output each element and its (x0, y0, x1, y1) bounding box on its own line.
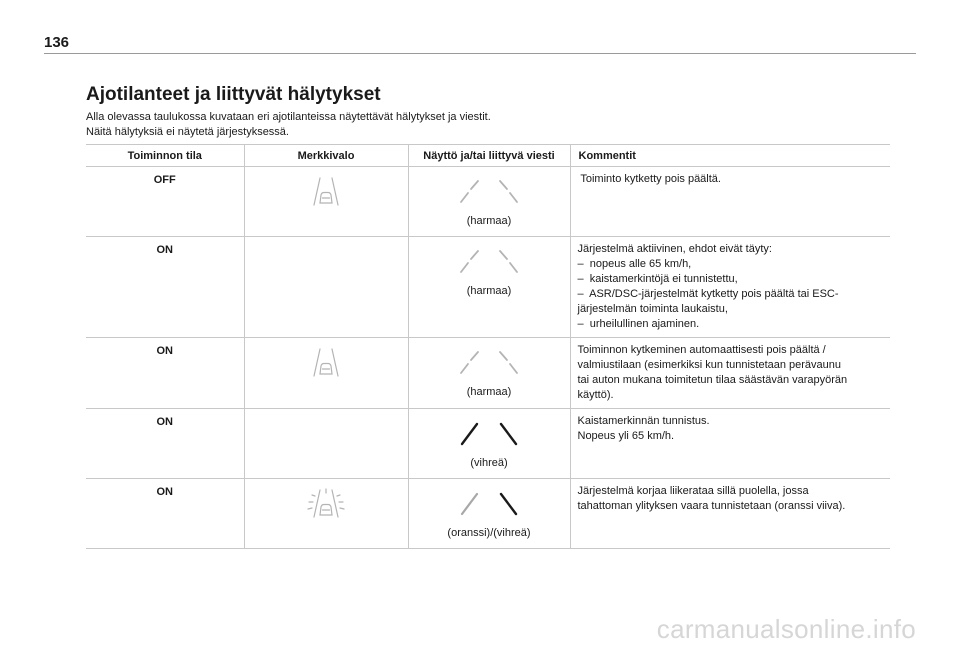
comment-line: käyttö). (577, 389, 614, 401)
row-display (408, 409, 570, 479)
table-row (86, 237, 890, 338)
table-row (86, 409, 890, 479)
comment-line: – nopeus alle 65 km/h, (577, 258, 692, 270)
comment-line: tai auton mukana toimitetun tilaa säästävän varapyörän (577, 374, 848, 386)
comment-line: Järjestelmä aktiivinen, ehdot eivät täyty: (577, 243, 772, 255)
lane-departure-off-icon (306, 345, 346, 379)
row-state: ON (86, 409, 244, 479)
row-display (408, 479, 570, 549)
comment-line: – kaistamerkintöjä ei tunnistettu, (577, 273, 738, 285)
comment-line: Järjestelmä korjaa liikerataa sillä puolella, jossa (577, 485, 809, 497)
row-state: OFF (86, 167, 244, 237)
comment-line: Kaistamerkinnän tunnistus. (577, 415, 710, 427)
table-row (86, 338, 890, 409)
comment-line: Nopeus yli 65 km/h. (577, 430, 675, 442)
row-indicator (244, 338, 408, 409)
display-caption: (harmaa) (466, 215, 512, 227)
row-comment (570, 237, 890, 338)
lane-lines-grey-icon (458, 179, 520, 205)
comment-line: – ASR/DSC-järjestelmät kytketty pois päältä tai ESC- (577, 288, 839, 300)
row-state: ON (86, 338, 244, 409)
intro-line: Alla olevassa taulukossa kuvataan eri ajotilanteissa näytettävät hälytykset ja viestit. (86, 111, 491, 123)
row-display (408, 237, 570, 338)
comment-line: tahattoman ylityksen vaara tunnistetaan (oranssi viiva). (577, 500, 846, 512)
intro-text (86, 110, 491, 140)
watermark: carmanualsonline.info (656, 614, 916, 644)
comment-line: Toiminto kytketty pois päältä. (577, 173, 721, 185)
row-comment (570, 479, 890, 549)
lane-lines-orange-green-icon (458, 491, 520, 517)
row-comment (570, 409, 890, 479)
lane-lines-green-icon (458, 421, 520, 447)
row-display (408, 338, 570, 409)
lane-lines-grey-icon (458, 350, 520, 376)
comment-line: valmiustilaan (esimerkiksi kun tunnistetaan perävaunu (577, 359, 842, 371)
alerts-table (86, 144, 890, 549)
display-caption: (oranssi)/(vihreä) (447, 527, 531, 539)
row-comment (570, 338, 890, 409)
row-indicator (244, 167, 408, 237)
table-header-row (86, 145, 890, 167)
table-row (86, 167, 890, 237)
header-indicator: Merkkivalo (244, 145, 408, 167)
comment-line: järjestelmän toiminta laukaistu, (577, 303, 728, 315)
header-function-state: Toiminnon tila (86, 145, 244, 167)
page-title: Ajotilanteet ja liittyvät hälytykset (86, 84, 381, 105)
lane-departure-off-icon (306, 174, 346, 208)
row-indicator (244, 479, 408, 549)
display-caption: (vihreä) (470, 457, 508, 469)
intro-line: Näitä hälytyksiä ei näytetä järjestyksessä. (86, 126, 289, 138)
comment-line: Toiminnon kytkeminen automaattisesti pois päältä / (577, 344, 826, 356)
comment-line: – urheilullinen ajaminen. (577, 318, 700, 330)
header-comments: Kommentit (570, 145, 890, 167)
row-state: ON (86, 479, 244, 549)
header-display-message: Näyttö ja/tai liittyvä viesti (408, 145, 570, 167)
row-state: ON (86, 237, 244, 338)
lane-lines-grey-icon (458, 249, 520, 275)
page-number: 136 (44, 34, 70, 51)
row-indicator (244, 237, 408, 338)
row-indicator (244, 409, 408, 479)
table-row (86, 479, 890, 549)
row-display (408, 167, 570, 237)
row-comment (570, 167, 890, 237)
display-caption: (harmaa) (466, 285, 512, 297)
display-caption: (harmaa) (466, 386, 512, 398)
header-divider (44, 53, 916, 54)
lane-departure-blinking-icon (304, 486, 348, 520)
